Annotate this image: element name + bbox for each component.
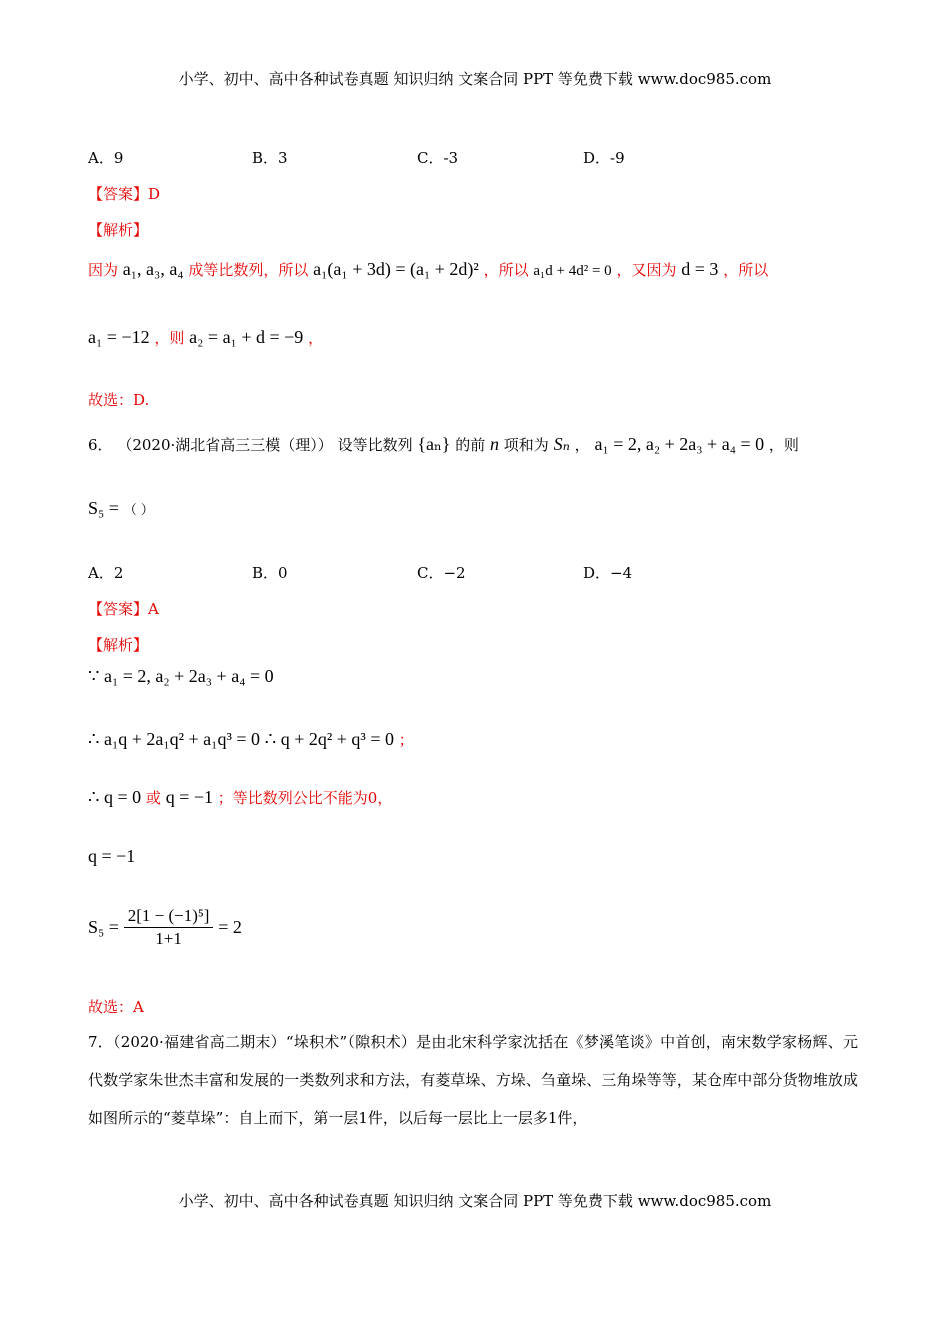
text: 成等比数列，所以 [188, 261, 309, 279]
q6-step-3 [88, 787, 392, 808]
math: d = 3 [681, 259, 719, 279]
text: ，所以 [723, 261, 769, 279]
q6-conclusion: 故选：A [88, 998, 144, 1016]
q7-stem: 7．（2020·福建省高二期末）“垛积术”（隙积术）是由北宋科学家沈括在《梦溪笔谈》中首创，南宋数学家杨辉、元代数学家朱世杰丰富和发展的一类数列求和方法，有菱草垛、方垛、刍童垛、三角垛等等，某仓库中部分货物堆放成如图所示的“菱草垛”：自上而下，第一层1件，以后每一层比上一层多1件， [88, 1033, 858, 1127]
q6-option-a: A．2 [88, 564, 124, 582]
math: n [490, 434, 499, 454]
text: 设等比数列 [337, 436, 413, 454]
q6-analysis-label: 【解析】 [88, 636, 149, 654]
q5-analysis-label: 【解析】 [88, 221, 149, 239]
text: ，则 [154, 329, 185, 347]
text: 因为 [88, 261, 119, 279]
math: = 2 [218, 917, 242, 937]
q6-option-b: B．0 [252, 564, 288, 582]
answer-blank: （ ） [123, 503, 154, 518]
math: a₁(a₁ + 3d) = (a₁ + 2d)² [313, 259, 479, 279]
q6-stem [88, 434, 799, 455]
q5-option-d: D．-9 [583, 149, 625, 167]
math: ∴ q = 0 [88, 787, 142, 807]
math: a₁d + 4d² = 0 [533, 263, 612, 279]
math: a₁ = 2, a₂ + 2a₃ + a₄ = 0 [594, 434, 765, 454]
q5-solution-line-1 [88, 259, 768, 280]
text: ；等比数列公比不能为0， [217, 789, 393, 807]
question-number: 6． [88, 436, 113, 454]
fraction-numerator: 2[1 − (−1)⁵] [124, 906, 214, 928]
q5-conclusion: 故选：D. [88, 391, 150, 409]
text: ，又因为 [616, 261, 677, 279]
math: {aₙ} [417, 434, 451, 454]
q6-step-5 [88, 906, 242, 949]
q6-step-4: q = −1 [88, 846, 136, 866]
math: S₅ = [88, 917, 119, 937]
math: ∴ q + 2q² + q³ = 0 [264, 729, 394, 749]
q5-option-b: B．3 [252, 149, 288, 167]
q5-option-c: C．-3 [417, 149, 459, 167]
q5-answer: 【答案】D [88, 185, 161, 203]
q5-option-a: A．9 [88, 149, 124, 167]
text: 项和为 [503, 436, 549, 454]
text: 的前 [455, 436, 486, 454]
page-header: 小学、初中、高中各种试卷真题 知识归纳 文案合同 PPT 等免费下载 www.doc985.com [178, 70, 772, 88]
q5-solution-line-2 [88, 327, 323, 348]
page-footer: 小学、初中、高中各种试卷真题 知识归纳 文案合同 PPT 等免费下载 www.doc985.com [178, 1192, 772, 1210]
question-source: （2020·湖北省高三三模（理）） [117, 436, 333, 454]
math: a₂ = a₁ + d = −9 [189, 327, 304, 347]
text: ，所以 [483, 261, 529, 279]
math: q = −1 [165, 787, 213, 807]
math: Sₙ [553, 434, 570, 454]
math: a₁, a₃, a₄ [122, 259, 184, 279]
q6-step-1: ∵ a₁ = 2, a₂ + 2a₃ + a₄ = 0 [88, 666, 274, 686]
q6-option-c: C．−2 [417, 564, 466, 582]
q6-step-2 [88, 729, 414, 750]
text: ， [308, 329, 324, 347]
fraction [124, 906, 214, 949]
text: ， [574, 436, 590, 454]
math: a₁ = −12 [88, 327, 150, 347]
fraction-denominator: 1+1 [155, 929, 182, 948]
text: ； [398, 731, 414, 749]
math: S₅ = [88, 498, 119, 518]
q6-option-d: D．−4 [583, 564, 633, 582]
math: ∴ a₁q + 2a₁q² + a₁q³ = 0 [88, 729, 260, 749]
q6-stem-line-2 [88, 498, 154, 519]
text: 或 [145, 789, 161, 807]
text: ，则 [768, 436, 799, 454]
q6-answer: 【答案】A [88, 600, 159, 618]
